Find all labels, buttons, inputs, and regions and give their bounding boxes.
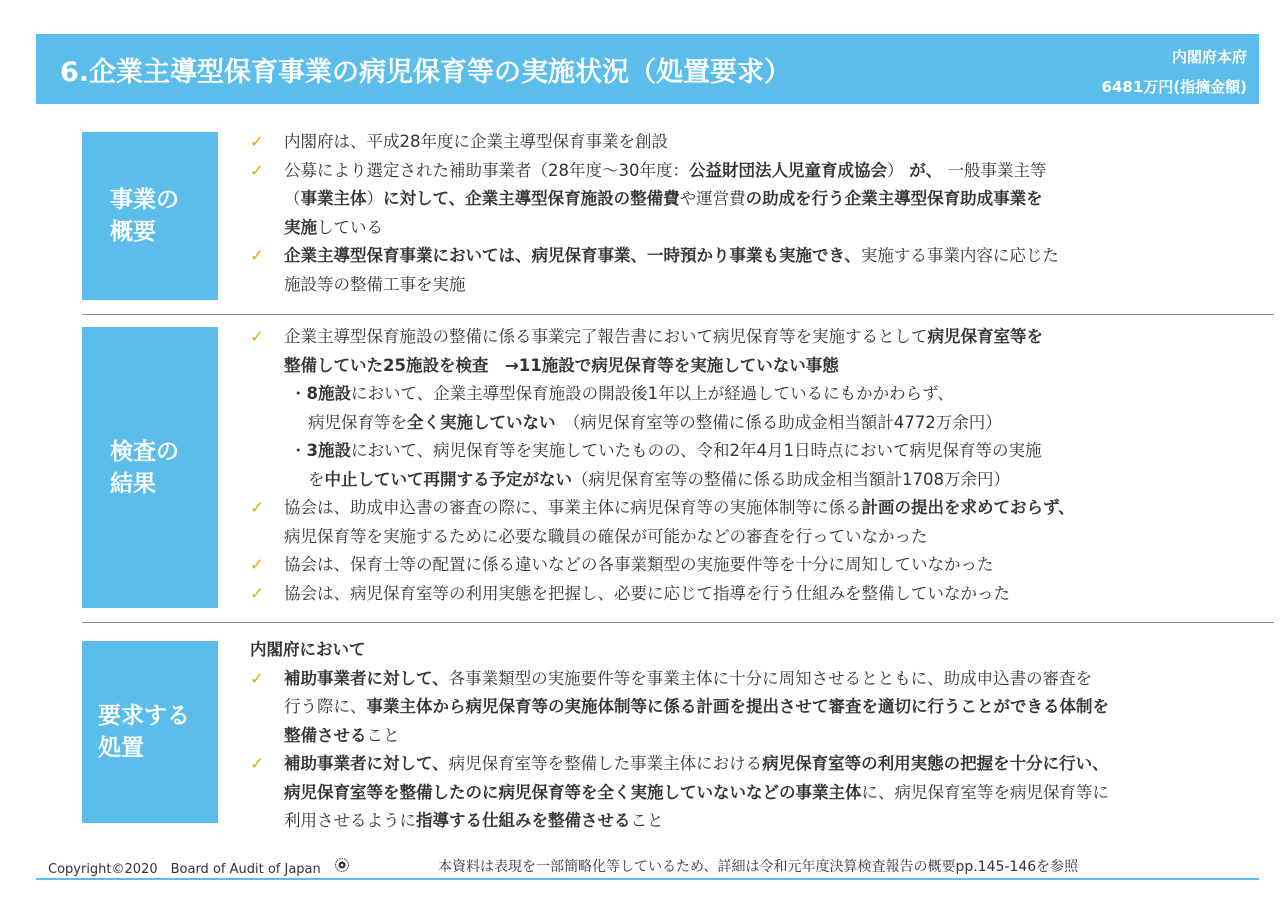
measures-heading: 内閣府において — [250, 640, 366, 659]
text-run: ） — [887, 160, 904, 180]
results-content — [250, 323, 1280, 608]
bold-text: 計画の提出を求めておらず、 — [861, 498, 1075, 517]
item-text — [284, 722, 400, 751]
section-divider — [82, 314, 1274, 315]
list-item — [250, 157, 1280, 186]
bold-text: 補助事業者に対して、 — [284, 668, 449, 688]
list-item — [250, 722, 1280, 751]
list-item — [250, 242, 1280, 271]
list-item — [250, 128, 1280, 157]
text-run: こと — [366, 725, 400, 745]
item-text — [284, 523, 928, 552]
item-text — [284, 214, 383, 243]
ministry-info — [1102, 42, 1247, 102]
item-text — [284, 665, 1092, 694]
list-item — [250, 409, 1280, 438]
item-text — [284, 271, 466, 300]
list-item — [250, 807, 1280, 836]
checkmark-icon: ✓ — [250, 555, 264, 574]
bold-text: 3施設 — [306, 441, 351, 460]
section-label-overview — [82, 132, 218, 300]
bold-text: 8施設 — [306, 384, 351, 403]
overview-content — [250, 128, 1280, 299]
bold-text: が、 — [903, 160, 943, 180]
board-emblem-icon — [334, 857, 350, 873]
text-run: （病児保育室等の整備に係る助成金相当額計4772万余円） — [555, 412, 1002, 432]
page-title: 6.企業主導型保育事業の病児保育等の実施状況（処置要求） — [60, 57, 792, 88]
checkmark-icon: ✓ — [250, 160, 264, 180]
checkmark-icon: ✓ — [250, 246, 264, 265]
item-text — [284, 128, 668, 157]
bold-text: 整備させる — [284, 725, 367, 745]
text-run: ） — [366, 189, 383, 208]
title-bar — [36, 34, 1259, 104]
text-run: に、病児保育室等を病児保育等に — [861, 782, 1109, 802]
list-item — [250, 271, 1280, 300]
text-run: 企業主導型保育施設の整備に係る事業完了報告書において病児保育等を実施するとして — [284, 327, 928, 346]
text-run: 病児保育等を実施するために必要な職員の確保が可能かなどの審査を行っていなかった — [284, 526, 928, 546]
list-item — [250, 494, 1280, 523]
item-text — [308, 409, 1002, 438]
text-run: 各事業類型の実施要件等を事業主体に十分に周知させるとともに、助成申込書の審査を — [448, 668, 1093, 688]
list-item — [250, 185, 1280, 214]
label-line: 結果 — [110, 470, 156, 497]
text-run: 協会は、病児保育室等の利用実態を把握し、必要に応じて指導を行う仕組みを整備していなかった — [284, 583, 1010, 603]
list-item — [250, 551, 1280, 580]
item-text — [284, 323, 1043, 352]
list-item — [250, 352, 1280, 381]
list-item — [250, 380, 1280, 409]
text-run: 実施する事業内容に応じた — [860, 246, 1059, 265]
checkmark-icon: ✓ — [250, 583, 264, 603]
bold-text: 公益財団法人児童育成協会 — [689, 160, 887, 180]
text-run: ・ — [290, 384, 307, 403]
checkmark-icon: ✓ — [250, 668, 264, 688]
item-text — [284, 185, 1043, 214]
text-run: 施設等の整備工事を実施 — [284, 274, 466, 294]
bold-text: 事業主体から病児保育等の実施体制等に係る計画を提出させて審査を適切に行うことができる体制を — [366, 697, 1109, 716]
section-label-results — [82, 327, 218, 608]
list-item — [250, 580, 1280, 609]
text-run: 利用させるように — [284, 811, 416, 830]
bold-text: の助成を行う企業主導型保育助成事業を — [745, 189, 1043, 208]
item-text — [284, 693, 1109, 722]
bold-text: 全く実施していない — [407, 412, 556, 432]
section-label-measures — [82, 641, 218, 823]
text-run: において、病児保育等を実施していたものの、令和2年4月1日時点において病児保育等の実施 — [350, 441, 1042, 460]
text-run: こと — [630, 811, 664, 830]
list-item — [250, 437, 1280, 466]
bold-text: 補助事業者に対して、 — [284, 754, 449, 773]
copyright: Copyright©2020 Board of Audit of Japan — [48, 862, 321, 877]
label-line: 概要 — [110, 219, 156, 245]
item-text — [284, 750, 1109, 779]
text-run: や運営費 — [679, 189, 746, 208]
label-line: 検査の — [110, 438, 179, 465]
text-run: ・ — [290, 441, 307, 460]
list-item — [250, 466, 1280, 495]
checkmark-icon: ✓ — [250, 327, 264, 346]
text-run: において、企業主導型保育施設の開設後1年以上が経過しているにもかかわらず、 — [350, 384, 954, 403]
item-text — [284, 157, 1047, 186]
bold-text: 病児保育室等の利用実態の把握を十分に行い、 — [762, 754, 1109, 773]
item-text — [284, 807, 664, 836]
bold-text: 企業主導型保育事業においては、病児保育事業、一時預かり事業も実施でき、 — [284, 246, 861, 265]
item-text — [284, 352, 839, 381]
bold-text: 整備していた25施設を検査 →11施設で病児保育等を実施していない事態 — [284, 355, 839, 375]
text-run: 公募により選定された補助事業者（28年度～30年度： — [284, 160, 689, 180]
label-line: 事業の — [110, 187, 179, 213]
text-run: している — [317, 217, 383, 237]
list-item — [250, 665, 1280, 694]
list-item — [250, 779, 1280, 808]
section-divider — [82, 622, 1274, 623]
text-run: （ — [284, 189, 301, 208]
text-run: 病児保育室等を整備した事業主体における — [448, 754, 763, 773]
bold-text: 中止していて再開する予定がない — [324, 469, 572, 489]
item-text — [290, 380, 954, 409]
list-item — [250, 523, 1280, 552]
list-item — [250, 693, 1280, 722]
text-run: （病児保育室等の整備に係る助成金相当額計1708万余円） — [572, 469, 1010, 489]
label-line: 処置 — [98, 735, 144, 761]
item-text — [284, 779, 1109, 808]
text-run: 協会は、保育士等の配置に係る違いなどの各事業類型の実施要件等を十分に周知していなかった — [284, 555, 994, 574]
checkmark-icon: ✓ — [250, 132, 264, 151]
footer-note: 本資料は表現を一部簡略化等しているため、詳細は令和元年度決算検査報告の概要pp.145-146を参照 — [438, 859, 1079, 875]
item-text — [284, 242, 1059, 271]
text-run: 行う際に、 — [284, 697, 367, 716]
checkmark-icon: ✓ — [250, 754, 264, 773]
checkmark-icon: ✓ — [250, 498, 264, 517]
bold-text: 実施 — [284, 217, 317, 237]
ministry-name: 内閣府本府 — [1171, 48, 1247, 66]
list-item — [250, 750, 1280, 779]
measures-heading-line — [250, 636, 1280, 665]
item-text — [284, 551, 994, 580]
text-run: 協会は、助成申込書の審査の際に、事業主体に病児保育等の実施体制等に係る — [284, 498, 862, 517]
bold-text: に対して、企業主導型保育施設の整備費 — [383, 189, 680, 208]
measures-content — [250, 636, 1280, 836]
item-text — [308, 466, 1010, 495]
bold-text: 指導する仕組みを整備させる — [416, 811, 631, 830]
text-run: を — [308, 469, 325, 489]
bold-text: 病児保育室等を — [927, 327, 1043, 346]
text-run: 一般事業主等 — [942, 160, 1047, 180]
label-line: 要求する — [98, 703, 190, 729]
indicated-amount: 6481万円(指摘金額) — [1101, 78, 1247, 96]
footer-rule — [36, 878, 1259, 880]
text-run: 内閣府は、平成28年度に企業主導型保育事業を創設 — [284, 132, 668, 151]
text-run: 病児保育等を — [308, 412, 407, 432]
bold-text: 病児保育室等を整備したのに病児保育等を全く実施していないなどの事業主体 — [284, 782, 862, 802]
list-item — [250, 323, 1280, 352]
item-text — [284, 494, 1075, 523]
item-text — [290, 437, 1042, 466]
item-text — [284, 580, 1010, 609]
list-item — [250, 214, 1280, 243]
bold-text: 事業主体 — [300, 189, 367, 208]
